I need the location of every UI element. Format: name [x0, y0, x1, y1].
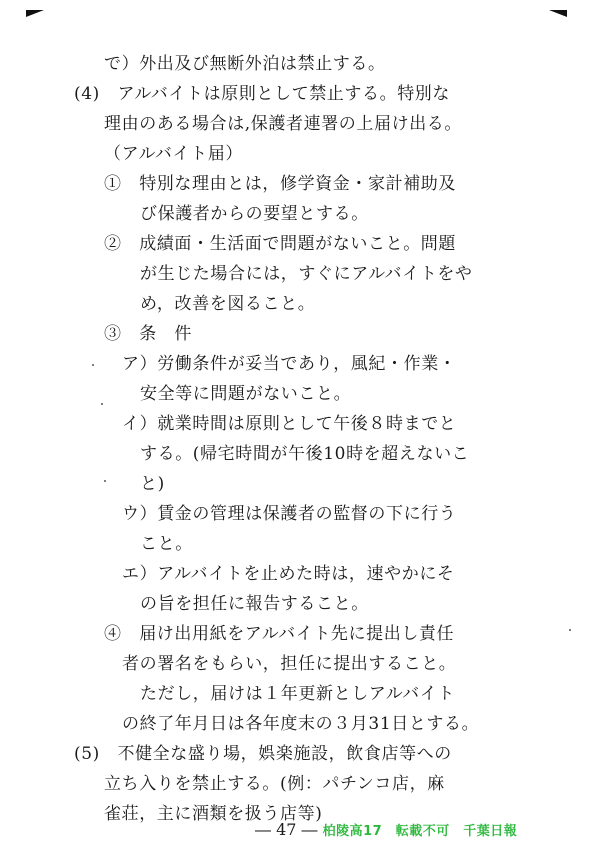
text-line-11: ア）労働条件が妥当であり，風紀・作業・: [122, 354, 457, 374]
scan-speck: [569, 629, 571, 631]
text-line-6: び保護者からの要望とする。: [140, 204, 369, 224]
text-line-26: 雀荘，主に酒類を扱う店等): [104, 804, 323, 824]
corner-mark-top-left: [26, 10, 44, 17]
text-line-3: 理由のある場合は,保護者連署の上届け出る。: [104, 114, 463, 134]
text-line-19: の旨を担任に報告すること。: [140, 594, 369, 614]
text-line-17: こと。: [140, 534, 193, 554]
text-line-23: の終了年月日は各年度末の３月31日とする。: [122, 714, 480, 734]
text-line-25: 立ち入りを禁止する。(例：パチンコ店，麻: [104, 774, 445, 794]
text-line-14: する。(帰宅時間が午後10時を超えないこ: [140, 444, 470, 464]
text-line-9: め，改善を図ること。: [140, 294, 316, 314]
page-number: ― 47 ―: [255, 820, 318, 839]
text-line-21: 者の署名をもらい，担任に提出すること。: [122, 654, 457, 674]
publisher-stamp: 柏陵高17 転載不可 千葉日報: [322, 824, 518, 839]
text-line-1: で）外出及び無断外泊は禁止する。: [104, 54, 386, 74]
scan-speck: [92, 364, 94, 366]
text-line-8: が生じた場合には，すぐにアルバイトをや: [140, 264, 473, 284]
text-line-15: と): [140, 474, 165, 494]
text-line-20: ④ 届け出用紙をアルバイト先に提出し責任: [104, 624, 455, 644]
text-line-10: ③ 条 件: [104, 324, 192, 344]
text-line-2: (4) アルバイトは原則として禁止する。特別な: [74, 84, 451, 104]
text-line-5: ① 特別な理由とは，修学資金・家計補助及: [104, 174, 456, 194]
text-line-7: ② 成績面・生活面で問題がないこと。問題: [104, 234, 456, 254]
text-line-16: ウ）賃金の管理は保護者の監督の下に行う: [122, 504, 457, 524]
text-line-4: （アルバイト届）: [104, 144, 243, 164]
text-line-13: イ）就業時間は原則として午後８時までと: [122, 414, 457, 434]
footer: [255, 820, 517, 839]
scan-speck: [104, 480, 106, 482]
text-line-18: エ）アルバイトを止めた時は，速やかにそ: [122, 564, 455, 584]
text-line-22: ただし，届けは１年更新としアルバイト: [140, 684, 455, 704]
text-line-24: (5) 不健全な盛り場，娯楽施設，飲食店等への: [74, 744, 452, 764]
text-line-12: 安全等に問題がないこと。: [140, 384, 352, 404]
corner-mark-top-right: [549, 10, 567, 17]
scan-speck: [101, 403, 103, 405]
